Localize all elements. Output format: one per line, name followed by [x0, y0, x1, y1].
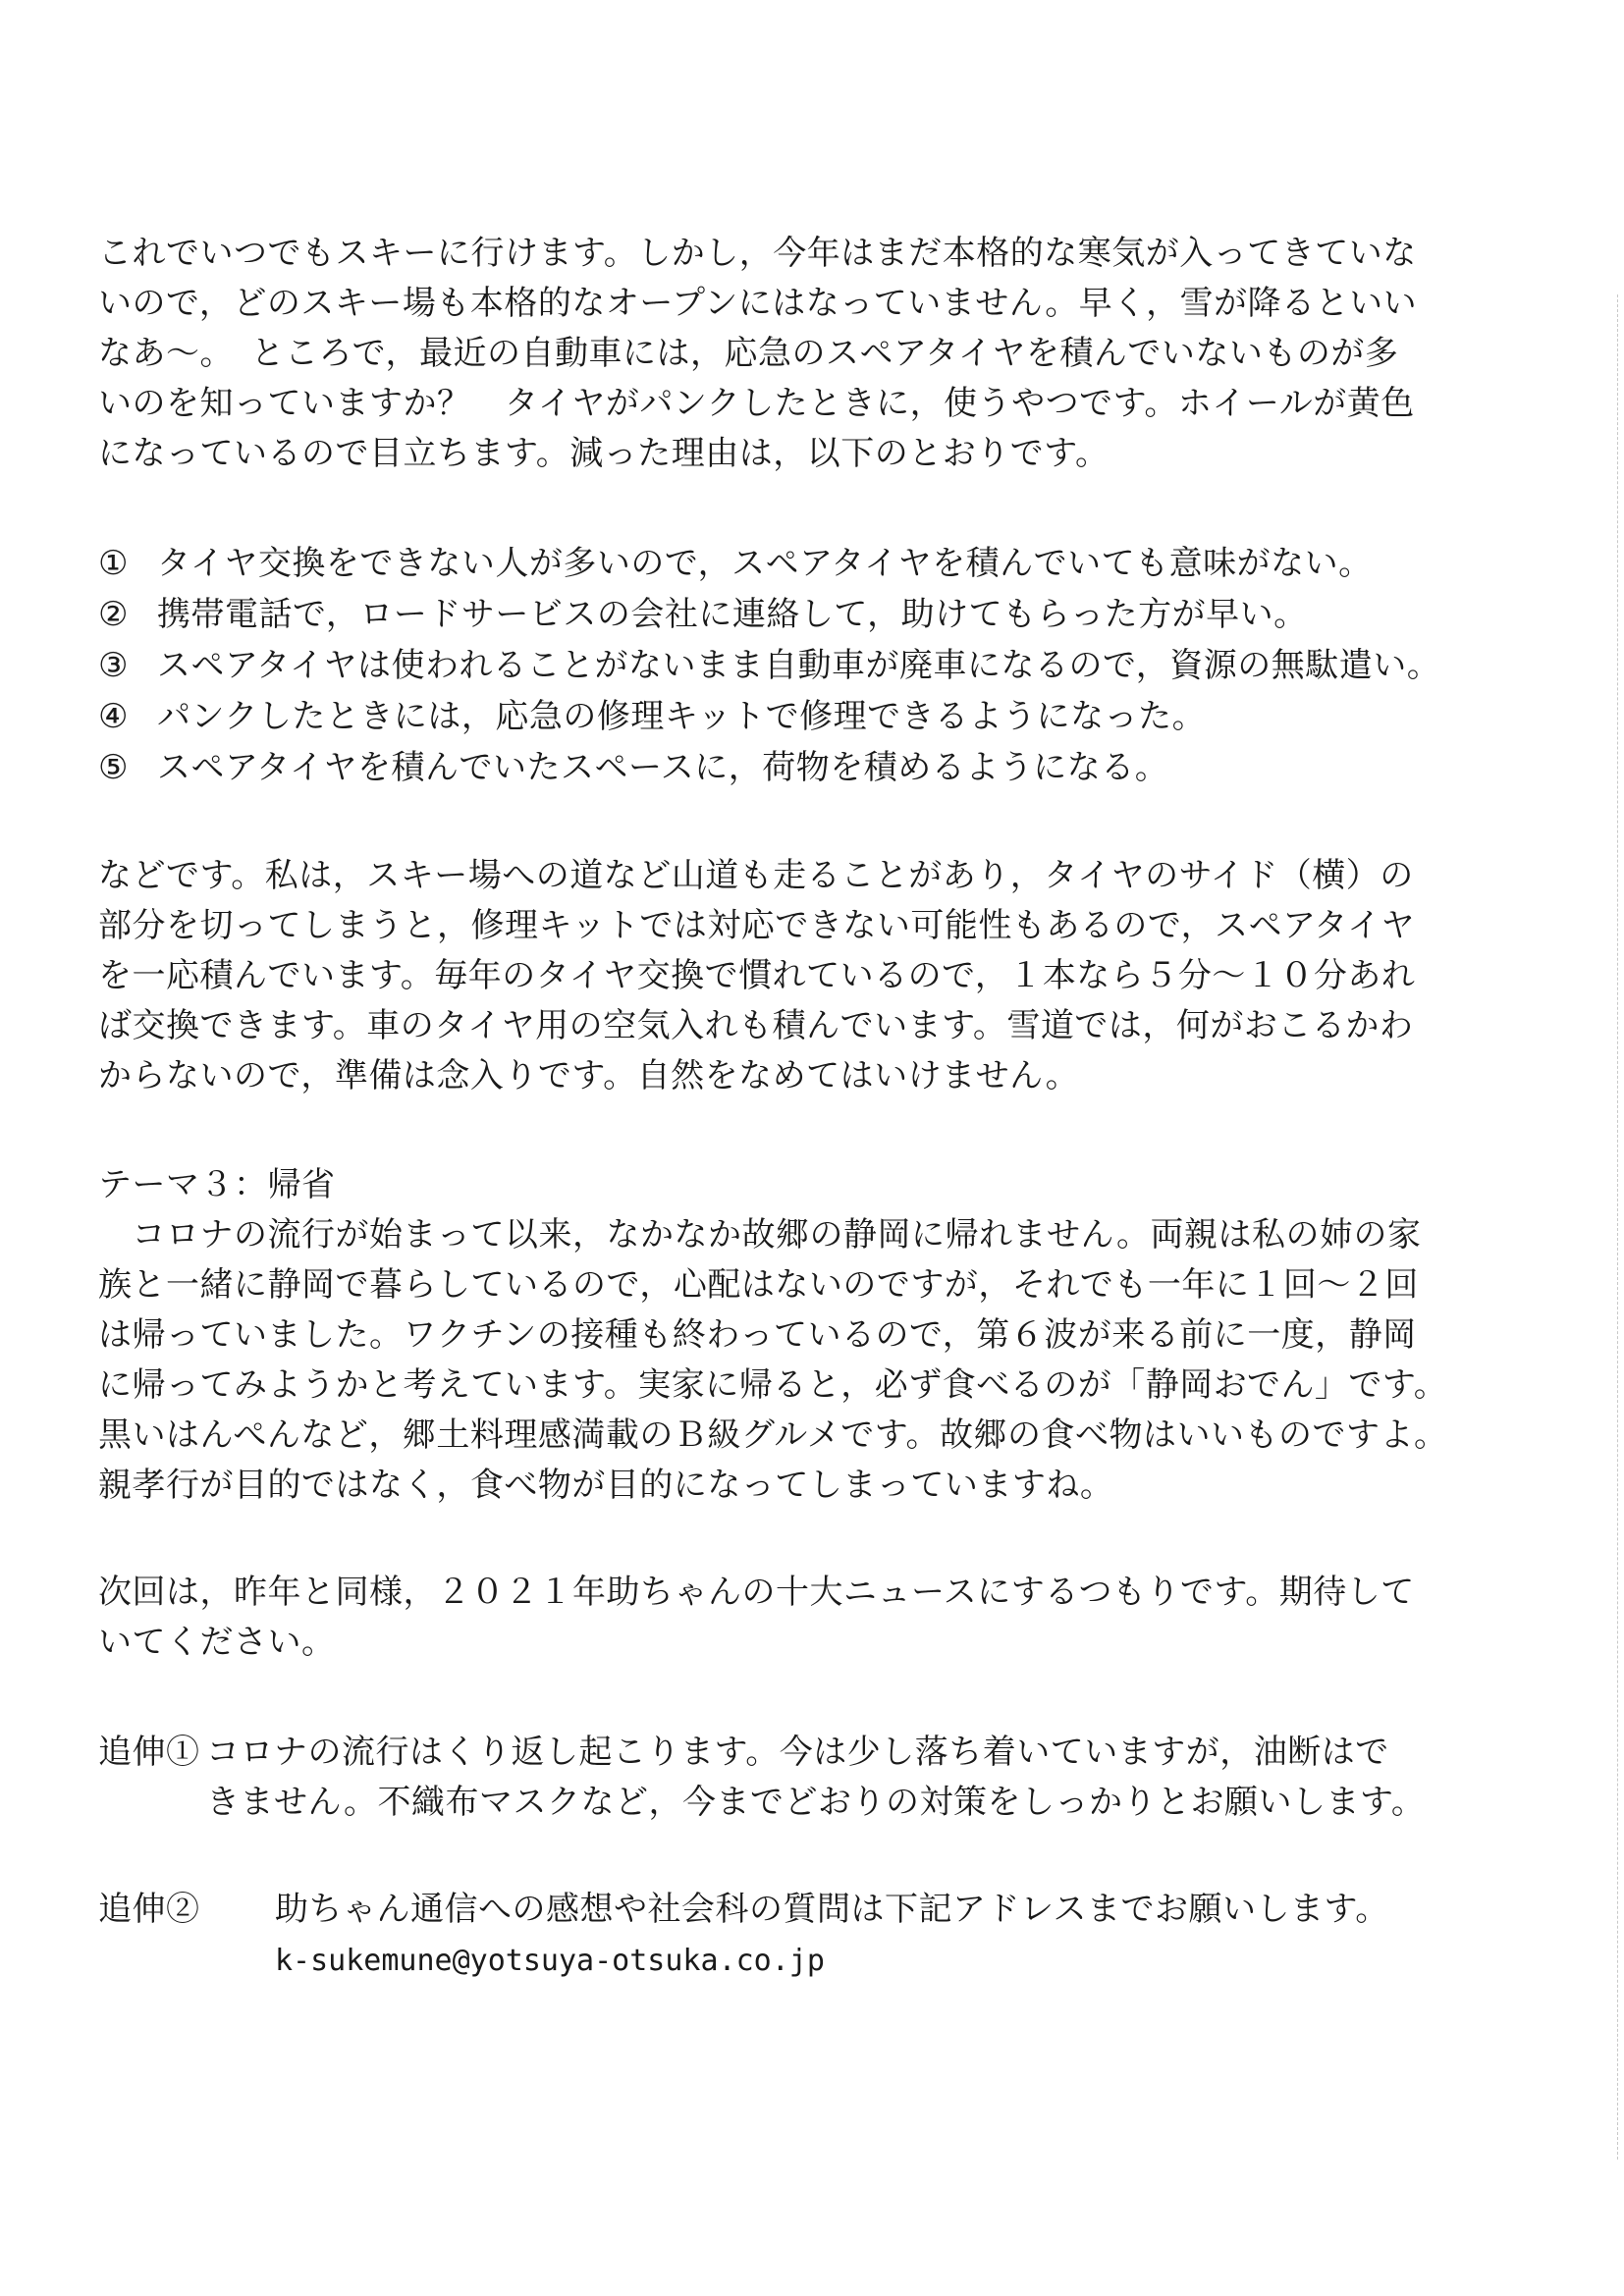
list-number: ④ [98, 697, 129, 736]
text-line: 族と一緒に静岡で暮らしているので，心配はないのですが，それでも一年に１回～２回 [98, 1265, 1419, 1305]
postscript-row [98, 1728, 1492, 1778]
text-line: なあ～。 ところで，最近の自動車には，応急のスペアタイヤを積んでいないものが多 [98, 334, 1399, 373]
list-item [98, 691, 1492, 742]
list-text: パンクしたときには，応急の修理キットで修理できるようになった。 [157, 697, 1207, 736]
list-number: ⑤ [98, 748, 129, 787]
text-line: コロナの流行が始まって以来，なかなか故郷の静岡に帰れません。両親は私の姉の家 [98, 1215, 1422, 1255]
postscript-label: 追伸② [98, 1890, 200, 1929]
paragraph-ski-spare-tire [98, 229, 1492, 479]
list-text: タイヤ交換をできない人が多いので，スペアタイヤを積んでいても意味がない。 [157, 544, 1373, 583]
postscript-row [98, 1890, 1389, 1929]
text-line: になっているので目立ちます。減った理由は，以下のとおりです。 [98, 434, 1110, 473]
text-line: 親孝行が目的ではなく，食べ物が目的になってしまっていますね。 [98, 1466, 1114, 1505]
list-number: ① [98, 544, 129, 583]
postscript-1 [98, 1728, 1492, 1828]
text-line: からないので，準備は念入りです。自然をなめてはいけません。 [98, 1056, 1080, 1095]
email-address: k-sukemune@yotsuya-otsuka.co.jp [275, 1944, 825, 1978]
paragraph-next-issue [98, 1568, 1492, 1668]
list-text: スペアタイヤは使われることがないまま自動車が廃車になるので，資源の無駄遣い。 [157, 646, 1441, 685]
text-line: いてください。 [98, 1623, 336, 1662]
list-item [98, 589, 1492, 640]
text-line: これでいつでもスキーに行けます。しかし，今年はまだ本格的な寒気が入ってきていな [98, 234, 1417, 273]
postscript-row [98, 1778, 1492, 1828]
text-line: 黒いはんぺんなど，郷土料理感満載のＢ級グルメです。故郷の食べ物はいいものですよ。 [98, 1415, 1448, 1455]
section-heading: テーマ３：帰省 [98, 1165, 336, 1204]
text-line: いので，どのスキー場も本格的なオープンにはなっていません。早く，雪が降るといい [98, 284, 1418, 323]
text-line: いのを知っていますか？ タイヤがパンクしたときに，使うやつです。ホイールが黄色 [98, 384, 1415, 423]
text-line: を一応積んでいます。毎年のタイヤ交換で慣れているので，１本なら５分～１０分あれ [98, 956, 1416, 995]
text-line: 次回は，昨年と同様，２０２１年助ちゃんの十大ニュースにするつもりです。期待して [98, 1573, 1415, 1612]
list-item [98, 742, 1492, 793]
postscript-row [98, 1940, 825, 1979]
text-line: は帰っていました。ワクチンの接種も終わっているので，第６波が来る前に一度，静岡 [98, 1315, 1417, 1355]
text-line: などです。私は，スキー場への道など山道も走ることがあり，タイヤのサイド（横）の [98, 856, 1414, 895]
scan-edge-mark [1616, 294, 1618, 2160]
list-item [98, 538, 1492, 589]
postscript-2 [98, 1885, 1492, 1986]
postscript-text: 助ちゃん通信への感想や社会科の質問は下記アドレスまでお願いします。 [275, 1890, 1389, 1929]
list-text: スペアタイヤを積んでいたスペースに，荷物を積めるようになる。 [157, 748, 1169, 787]
text-line: 部分を切ってしまうと，修理キットでは対応できない可能性もあるので，スペアタイヤ [98, 906, 1416, 945]
list-text: 携帯電話で，ロードサービスの会社に連絡して，助けてもらった方が早い。 [157, 595, 1308, 634]
text-line: に帰ってみようかと考えています。実家に帰ると，必ず食べるのが「静岡おでん」です。 [98, 1365, 1448, 1405]
list-number: ③ [98, 646, 129, 685]
list-item [98, 640, 1492, 691]
postscript-text: コロナの流行はくり返し起こります。今は少し落ち着いていますが，油断はで [206, 1733, 1389, 1772]
postscript-text: きません。不織布マスクなど，今までどおりの対策をしっかりとお願いします。 [206, 1783, 1426, 1822]
postscript-label: 追伸① [98, 1733, 200, 1772]
theme3-section [98, 1160, 1492, 1511]
text-line: ば交換できます。車のタイヤ用の空気入れも積んでいます。雪道では，何がおこるかわ [98, 1006, 1414, 1045]
reasons-list [98, 538, 1492, 793]
list-number: ② [98, 595, 129, 634]
paragraph-spare-tire-reason [98, 851, 1492, 1101]
